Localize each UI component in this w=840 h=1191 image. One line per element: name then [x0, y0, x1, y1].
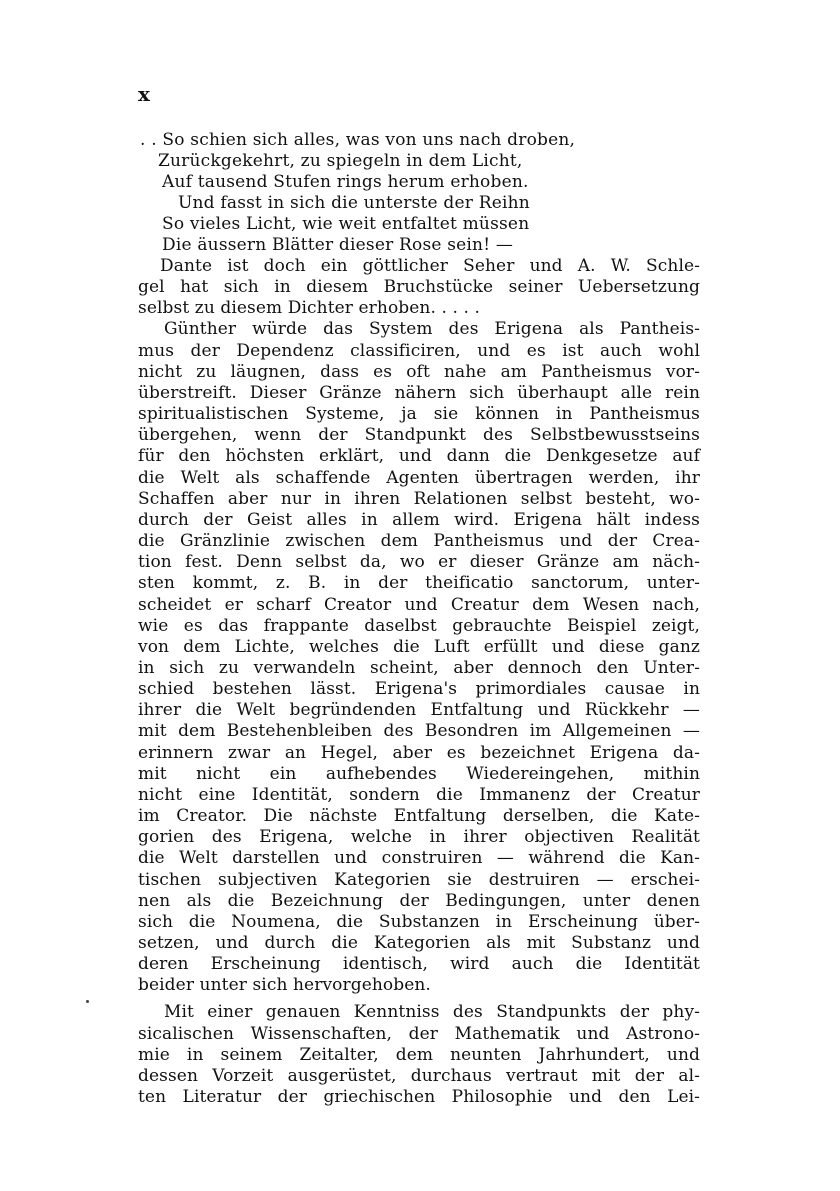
verse-line: So vieles Licht, wie weit entfaltet müssen: [162, 214, 530, 234]
text-line: spiritualistischen Systeme, ja sie können in Pantheismus: [138, 404, 700, 425]
text-line: mit dem Bestehenbleiben des Besondren im Allgemeinen —: [138, 721, 700, 742]
text-line: gel hat sich in diesem Bruchstücke seiner Uebersetzung: [138, 277, 700, 298]
text-line: von dem Lichte, welches die Luft erfüllt und diese ganz: [138, 636, 700, 657]
text-line: sich die Noumena, die Substanzen in Erscheinung über-: [138, 911, 700, 932]
body-text: [138, 256, 700, 1108]
text-line: mus der Dependenz classificiren, und es ist auch wohl: [138, 340, 700, 361]
text-line: mit nicht ein aufhebendes Wiedereingehen, mithin: [138, 763, 700, 784]
text-line: im Creator. Die nächste Entfaltung derselben, die Kate-: [138, 806, 700, 827]
text-line: die Welt als schaffende Agenten übertragen werden, ihr: [138, 467, 700, 488]
page-number: x: [138, 82, 150, 106]
text-line: sicalischen Wissenschaften, der Mathematik und Astrono-: [138, 1023, 700, 1044]
text-line: die Gränzlinie zwischen dem Pantheismus und der Crea-: [138, 531, 700, 552]
text-line: Dante ist doch ein göttlicher Seher und A. W. Schle-: [160, 256, 700, 276]
text-line: für den höchsten erklärt, und dann die Denkgesetze auf: [138, 446, 700, 467]
text-line: tion fest. Denn selbst da, wo er dieser Gränze am näch-: [138, 552, 700, 573]
text-line: nicht zu läugnen, dass es oft nahe am Pantheismus vor-: [138, 361, 700, 382]
text-line: überstreift. Dieser Gränze nähern sich überhaupt alle rein: [138, 382, 700, 403]
text-line: Schaffen aber nur in ihren Relationen selbst besteht, wo-: [138, 488, 700, 509]
text-line: selbst zu diesem Dichter erhoben. . . . .: [138, 298, 481, 319]
text-line: Günther würde das System des Erigena als Pantheis-: [164, 319, 700, 340]
text-line: scheidet er scharf Creator und Creatur dem Wesen nach,: [138, 594, 700, 615]
text-line: Mit einer genauen Kenntniss des Standpunkts der phy-: [164, 1002, 700, 1023]
margin-speck: [86, 1000, 89, 1003]
text-line: nen als die Bezeichnung der Bedingungen, unter denen: [138, 890, 700, 911]
text-line: sten kommt, z. B. in der theificatio sanctorum, unter-: [138, 573, 700, 594]
text-line: ihrer die Welt begründenden Entfaltung und Rückkehr —: [138, 700, 700, 721]
text-line: mie in seinem Zeitalter, dem neunten Jahrhundert, und: [138, 1044, 700, 1065]
text-line: nicht eine Identität, sondern die Immanenz der Creatur: [138, 784, 700, 805]
verse-line: Auf tausend Stufen rings herum erhoben.: [162, 172, 529, 192]
text-line: gorien des Erigena, welche in ihrer objectiven Realität: [138, 827, 700, 848]
text-line: erinnern zwar an Hegel, aber es bezeichnet Erigena da-: [138, 742, 700, 763]
verse-line: . . So schien sich alles, was von uns nach droben,: [140, 130, 576, 150]
verse-line: Die äussern Blätter dieser Rose sein! —: [162, 235, 514, 255]
text-line: tischen subjectiven Kategorien sie destruiren — erschei-: [138, 869, 700, 890]
text-line: setzen, und durch die Kategorien als mit Substanz und: [138, 933, 700, 953]
text-line: wie es das frappante daselbst gebrauchte Beispiel zeigt,: [138, 615, 700, 636]
verse-line: Und fasst in sich die unterste der Reihn: [178, 193, 530, 213]
text-line: durch der Geist alles in allem wird. Erigena hält indess: [138, 509, 700, 530]
text-line: in sich zu verwandeln scheint, aber dennoch den Unter-: [138, 657, 700, 678]
verse-quotation: [138, 130, 698, 256]
text-line: beider unter sich hervorgehoben.: [138, 975, 431, 996]
verse-line: Zurückgekehrt, zu spiegeln in dem Licht,: [158, 151, 523, 171]
text-line: übergehen, wenn der Standpunkt des Selbstbewusstseins: [138, 425, 700, 446]
text-line: deren Erscheinung identisch, wird auch die Identität: [138, 954, 700, 975]
text-line: dessen Vorzeit ausgerüstet, durchaus vertraut mit der al-: [138, 1065, 700, 1086]
text-line: ten Literatur der griechischen Philosophie und den Lei-: [138, 1087, 700, 1108]
text-line: schied bestehen lässt. Erigena's primordiales causae in: [138, 679, 700, 700]
text-line: die Welt darstellen und construiren — während die Kan-: [138, 848, 700, 869]
